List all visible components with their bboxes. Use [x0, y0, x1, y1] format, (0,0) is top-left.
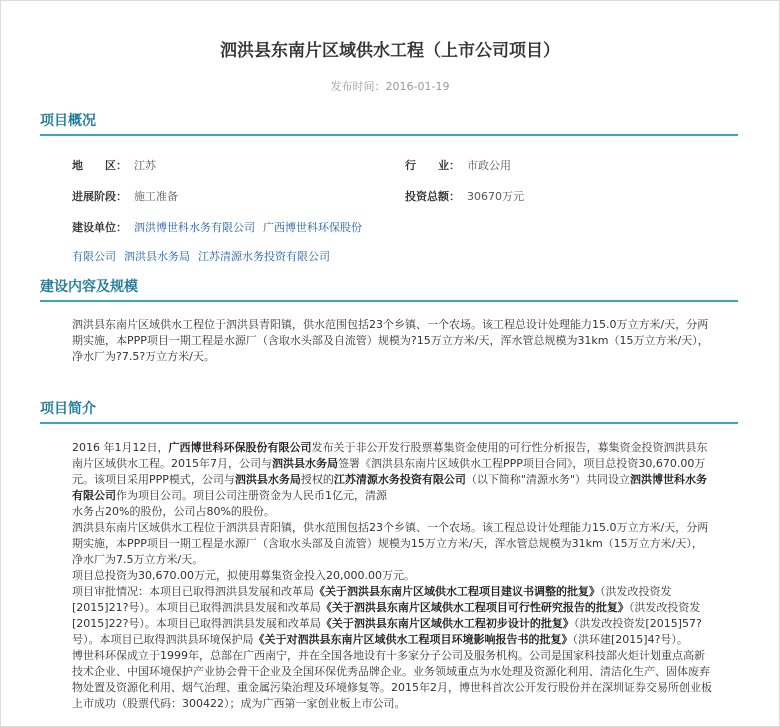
- industry-value: 市政公用: [467, 159, 511, 172]
- intro-body: [72, 440, 712, 712]
- intro-p1-h: 江苏清源水务投资有限公司: [333, 473, 466, 486]
- publish-label: 发布时间：: [330, 80, 386, 93]
- intro-p5-d: 《关于泗洪县东南片区域供水工程项目可行性研究报告的批复》: [320, 601, 629, 614]
- intro-p5-a: 项目审批情况：本项目已取得泗洪县发展和改革局: [72, 585, 314, 598]
- intro-p5-f: 《关于泗洪县东南片区域供水工程初步设计的批复》: [320, 617, 574, 630]
- builder-row: [72, 219, 370, 235]
- intro-p6: 博世科环保成立于1999年，总部在广西南宁，并在全国各地设有十多家分子公司及服务机构。公司是国家科技部火炬计划重点高新技术企业、中国环境保护产业协会骨干企业及全国环保优秀品牌企业。业务领域重点为水处理及资源化利用、清洁化生产、固体废弃物处置及资源化利用、烟气治理、重金属污染治理及环境修复等。2015年2月，博世科首次公开发行股份并在深圳证券交易所创业板上市成功（股票代码：300422）；成为广西第一家创业板上市公司。: [72, 649, 712, 710]
- intro-p1: [72, 440, 712, 504]
- intro-p2: 水务占20%的股份，公司占80%的股份。: [72, 505, 275, 518]
- builder-link-1[interactable]: 泗洪博世科水务有限公司: [134, 221, 255, 234]
- intro-p1-d: 泗洪县水务局: [272, 457, 338, 470]
- stage-row: [72, 188, 178, 204]
- intro-p1-g: 授权的: [300, 473, 334, 486]
- intro-p5-c: （洪发改投资发[2015]21?号）。本项目已取得泗洪县发展和改革局: [72, 585, 672, 614]
- publish-time: [0, 78, 780, 94]
- intro-p5-i: （洪环建[2015]4?号）。: [572, 633, 688, 646]
- builder-link-3[interactable]: 泗洪县水务局: [124, 250, 190, 263]
- stage-value: 施工准备: [134, 190, 178, 203]
- investment-label: 投资总额：: [405, 190, 460, 203]
- builder-link-2[interactable]: 广西博世科环保股份: [263, 221, 362, 234]
- intro-p1-b: 广西博世科环保股份有限公司: [168, 441, 312, 454]
- intro-p5-e: （洪发改投资发[2015]22?号）。本项目已取得泗洪县发展和改革局: [72, 601, 701, 630]
- content-paragraph: [72, 317, 712, 365]
- section-title-content: 建设内容及规模: [40, 279, 138, 295]
- intro-p1-k: 作为项目公司。项目公司注册资金为人民币1亿元，清源: [116, 489, 387, 502]
- intro-p4: 项目总投资为30,670.00万元，拟使用募集资金投入20,000.00万元。: [72, 569, 415, 582]
- builder-link-4[interactable]: 江苏清源水务投资有限公司: [198, 250, 330, 263]
- intro-p5-g: （洪发改投资发[2015]57?号）。本项目已取得泗洪县环境保护局: [72, 617, 702, 646]
- investment-row: [405, 188, 524, 204]
- stage-label: 进展阶段：: [72, 190, 127, 203]
- intro-p5: [72, 584, 712, 648]
- region-label: 地 区：: [72, 159, 127, 172]
- intro-p1-a: 2016 年1月12日，: [72, 441, 169, 454]
- intro-p3: 泗洪县东南片区域供水工程位于泗洪县青阳镇，供水范围包括23个乡镇、一个农场。该工程总设计处理能力15.0万立方米/天，分两期实施，本PPP项目一期工程是水源厂（含取水头部及自流管）规模为15万立方米/天，浑水管总规模为31km（15万立方米/天），净水厂为7.5万立方米/天。: [72, 521, 709, 566]
- builder-link-2b[interactable]: 有限公司: [72, 250, 116, 263]
- section-title-overview: 项目概况: [40, 113, 96, 129]
- intro-p1-f: 泗洪县水务局: [234, 473, 301, 486]
- industry-row: [405, 157, 511, 173]
- page-title: 泗洪县东南片区域供水工程（上市公司项目）: [220, 41, 560, 61]
- intro-p1-e: 签署《泗洪县东南片区域供水工程PPP项目合同》，项目总投资30,670.00万元。该项目采用PPP模式，公司与: [72, 457, 706, 486]
- section-header-overview: [40, 110, 738, 136]
- publish-date: 2016-01-19: [385, 80, 450, 93]
- section-header-intro: [40, 398, 738, 424]
- intro-p1-c: 发布关于非公开发行股票募集资金使用的可行性分析报告，募集资金投资泗洪县东南片区域供水工程。2015年7月，公司与: [72, 441, 708, 470]
- region-value: 江苏: [134, 159, 156, 172]
- section-header-content: [40, 276, 738, 302]
- intro-p5-b: 《关于泗洪县东南片区域供水工程项目建议书调整的批复》: [314, 585, 600, 598]
- content-text: 泗洪县东南片区域供水工程位于泗洪县青阳镇，供水范围包括23个乡镇、一个农场。该工程总设计处理能力15.0万立方米/天，分两期实施，本PPP项目一期工程是水源厂（含取水头部及自流管）规模为?15万立方米/天，浑水管总规模为31km（15万立方米/天），净水厂为?7.5?万立方米/天。: [72, 318, 709, 363]
- intro-p5-h: 《关于对泗洪县东南片区域供水工程项目环境影响报告书的批复》: [253, 633, 573, 646]
- investment-value: 30670万元: [467, 190, 524, 203]
- intro-p1-j: 泗洪博世科水务有限公司: [72, 473, 708, 502]
- section-title-intro: 项目简介: [40, 401, 96, 417]
- builder-label: 建设单位：: [72, 221, 127, 234]
- intro-p1-i: （以下简称"清源水务"）共同设立: [465, 473, 631, 486]
- industry-label: 行 业：: [405, 159, 460, 172]
- region-row: [72, 157, 156, 173]
- builder-row-2: [72, 248, 338, 264]
